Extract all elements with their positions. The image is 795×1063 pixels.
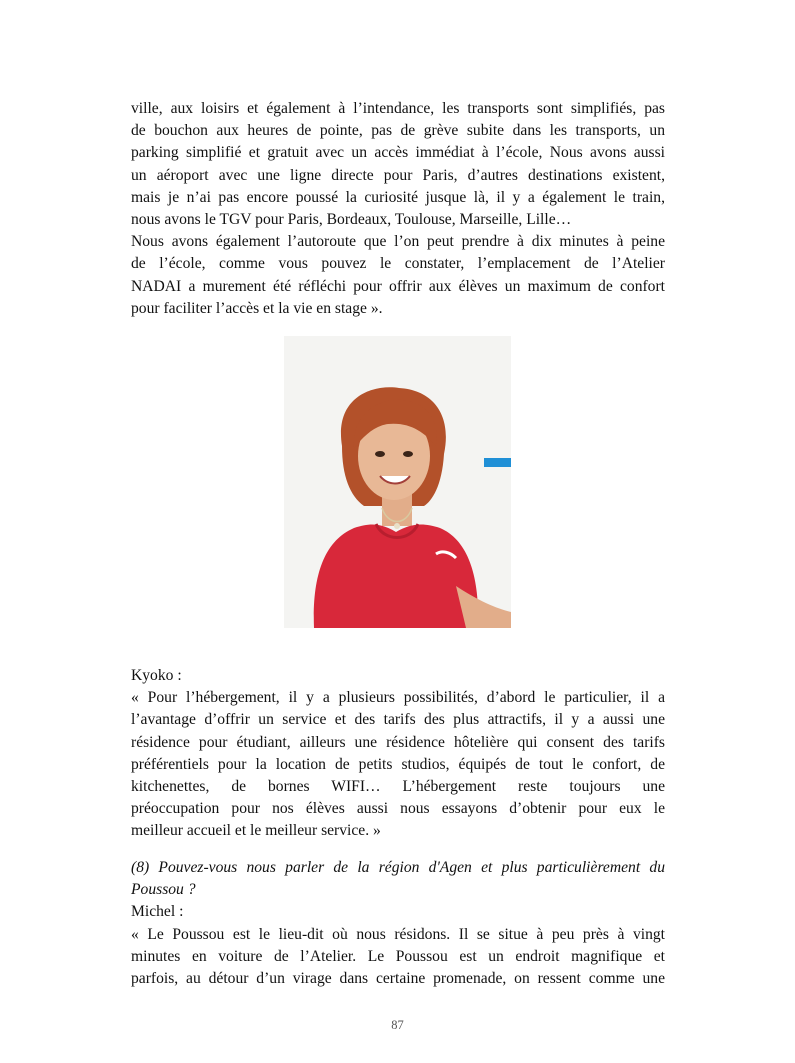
paragraph-line: parking simplifié et gratuit avec un accès immédiat à l’école, Nous avons aussi <box>131 144 665 162</box>
portrait-illustration <box>284 336 511 628</box>
kyoko-answer <box>131 665 665 843</box>
red-shirt <box>314 525 478 628</box>
paragraph-line: parfois, au détour d’un virage dans certaine promenade, on ressent comme une <box>131 969 665 987</box>
question-8-section <box>131 857 665 990</box>
paragraph-line: de l’école, comme vous pouvez le constater, l’emplacement de l’Atelier <box>131 255 665 273</box>
paragraph-line: de bouchon aux heures de pointe, pas de grève subite dans les transports, un <box>131 122 665 140</box>
paragraph-line: résidence pour étudiant, ailleurs une résidence hôtelière qui consent des tarifs <box>131 733 665 751</box>
paragraph-line: « Pour l’hébergement, il y a plusieurs possibilités, d’abord le particulier, il a <box>131 689 665 707</box>
paragraph-line: un aéroport avec une ligne directe pour Paris, d’autres destinations existent, <box>131 166 665 184</box>
paragraph-line: ville, aux loisirs et également à l’intendance, les transports sont simplifiés, pas <box>131 100 665 117</box>
blue-accent <box>484 458 511 467</box>
paragraph-transport <box>131 98 665 320</box>
paragraph-line: NADAI a murement été réfléchi pour offrir aux élèves un maximum de confort <box>131 277 665 295</box>
page-number: 87 <box>391 1018 404 1032</box>
question-line: Poussou ? <box>131 881 196 899</box>
paragraph-line: préoccupation pour nos élèves aussi nous essayons d’obtenir pour eux le <box>131 800 665 818</box>
paragraph-line: Nous avons également l’autoroute que l’on peut prendre à dix minutes à peine <box>131 233 665 251</box>
paragraph-line: « Le Poussou est le lieu-dit où nous résidons. Il se situe à peu près à vingt <box>131 925 665 943</box>
eye-right <box>403 451 413 457</box>
paragraph-line: nous avons le TGV pour Paris, Bordeaux, Toulouse, Marseille, Lille… <box>131 210 572 228</box>
paragraph-line: minutes en voiture de l’Atelier. Le Poussou est un endroit magnifique et <box>131 947 665 965</box>
question-line: (8) Pouvez-vous nous parler de la région d'Agen et plus particulièrement du <box>131 859 665 876</box>
pendant <box>394 523 400 529</box>
speaker-label: Kyoko : <box>131 667 182 684</box>
paragraph-line: mais je n’ai pas encore poussé la curiosité jusque là, il y a également le train, <box>131 188 665 206</box>
speaker-label: Michel : <box>131 903 184 921</box>
portrait-photo <box>284 336 511 628</box>
paragraph-line: préférentiels pour la location de petits studios, équipés de tout le confort, de <box>131 755 665 773</box>
paragraph-line: kitchenettes, de bornes WIFI… L’hébergement reste toujours une <box>131 777 665 795</box>
paragraph-line: meilleur accueil et le meilleur service. » <box>131 822 381 840</box>
eye-left <box>375 451 385 457</box>
paragraph-line: l’avantage d’offrir un service et des tarifs des plus attractifs, il y a aussi une <box>131 711 665 729</box>
paragraph-line: pour faciliter l’accès et la vie en stage ». <box>131 299 383 317</box>
